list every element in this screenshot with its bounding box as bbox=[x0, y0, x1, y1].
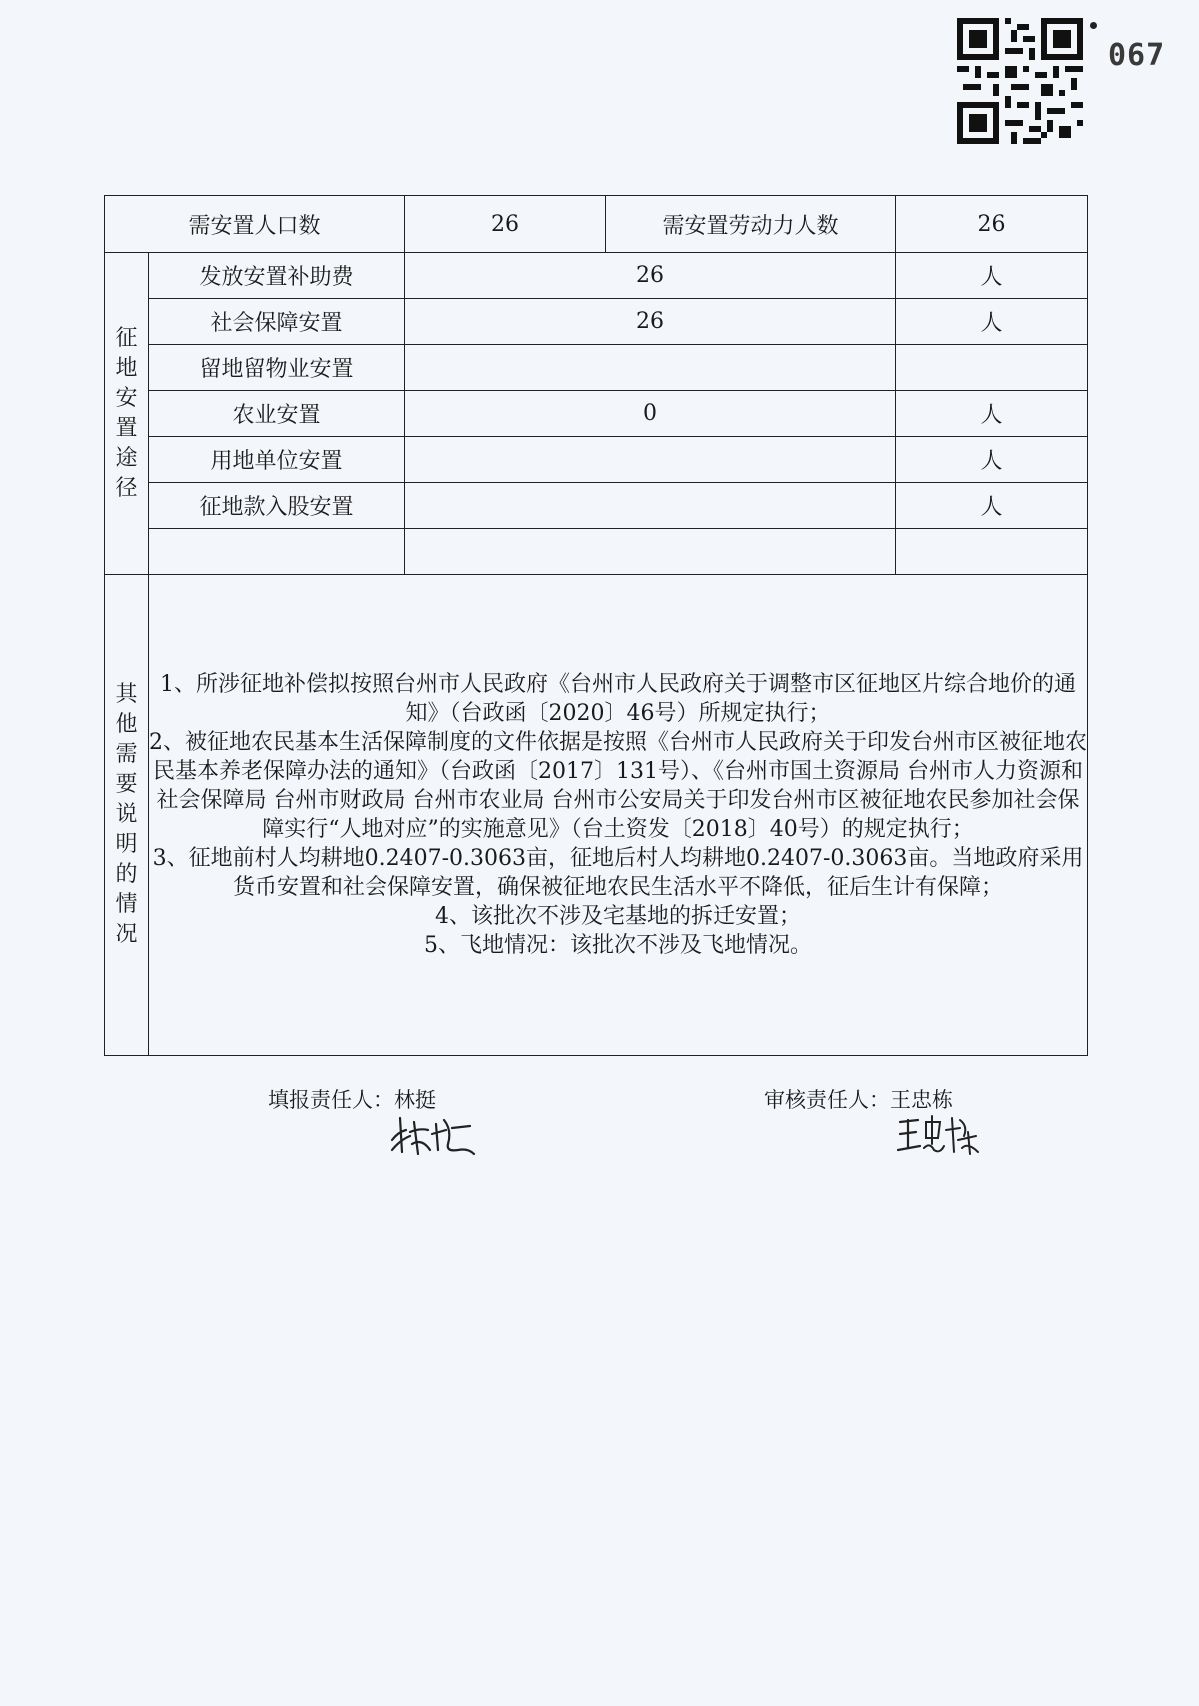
notes-label: 其他需要说明的情况 bbox=[115, 682, 138, 947]
row-label: 发放安置补助费 bbox=[149, 253, 405, 299]
row-unit: 人 bbox=[896, 437, 1088, 483]
note-item: 4、该批次不涉及宅基地的拆迁安置； bbox=[435, 904, 801, 929]
table-row bbox=[105, 437, 1088, 483]
section-label-cell bbox=[105, 253, 149, 575]
row-unit: 人 bbox=[896, 391, 1088, 437]
row-value: 26 bbox=[405, 299, 896, 345]
population-row bbox=[105, 196, 1088, 253]
row-label: 农业安置 bbox=[149, 391, 405, 437]
filler-handwritten-signature bbox=[388, 1110, 478, 1160]
section-label: 征地安置途径 bbox=[115, 325, 138, 501]
row-label: 用地单位安置 bbox=[149, 437, 405, 483]
row-label: 社会保障安置 bbox=[149, 299, 405, 345]
note-item: 2、被征地农民基本生活保障制度的文件依据是按照《台州市人民政府关于印发台州市区被征地农民基本养老保障办法的通知》（台政函〔2017〕131号）、《台州市国土资源局 台州市人力资源和社会保障局 台州市财政局 台州市农业局 台州市公安局关于印发台州市区被征地农民参加社会保障实行“人地对应”的实施意见》（台土资发〔2018〕40号）的规定执行； bbox=[149, 730, 1088, 842]
table-row bbox=[105, 529, 1088, 575]
row-label: 留地留物业安置 bbox=[149, 345, 405, 391]
labor-value: 26 bbox=[896, 196, 1088, 253]
notes-label-cell bbox=[105, 575, 149, 1056]
note-item: 1、所涉征地补偿拟按照台州市人民政府《台州市人民政府关于调整市区征地区片综合地价的通知》（台政函〔2020〕46号）所规定执行； bbox=[160, 672, 1077, 726]
row-label bbox=[149, 529, 405, 575]
table-row bbox=[105, 345, 1088, 391]
notes-row bbox=[105, 575, 1088, 1056]
population-value: 26 bbox=[405, 196, 606, 253]
reviewer-handwritten-signature bbox=[896, 1112, 980, 1158]
row-value bbox=[405, 345, 896, 391]
population-label: 需安置人口数 bbox=[105, 196, 405, 253]
qr-code-icon bbox=[957, 18, 1083, 144]
table-row bbox=[105, 391, 1088, 437]
row-label: 征地款入股安置 bbox=[149, 483, 405, 529]
note-item: 5、飞地情况：该批次不涉及飞地情况。 bbox=[424, 933, 812, 958]
row-value bbox=[405, 437, 896, 483]
note-item: 3、征地前村人均耕地0.2407-0.3063亩，征地后村人均耕地0.2407-0.3063亩。当地政府采用货币安置和社会保障安置，确保被征地农民生活水平不降低，征后生计有保障； bbox=[152, 846, 1084, 900]
table-row bbox=[105, 299, 1088, 345]
resettlement-table bbox=[104, 195, 1088, 1056]
row-unit: 人 bbox=[896, 483, 1088, 529]
row-value: 0 bbox=[405, 391, 896, 437]
row-unit: 人 bbox=[896, 253, 1088, 299]
labor-label: 需安置劳动力人数 bbox=[606, 196, 896, 253]
reviewer-signature-line: 审核责任人：王忠栋 bbox=[764, 1088, 953, 1112]
table-row bbox=[105, 253, 1088, 299]
row-unit bbox=[896, 529, 1088, 575]
row-value bbox=[405, 529, 896, 575]
row-value: 26 bbox=[405, 253, 896, 299]
filler-signature-line: 填报责任人：林挺 bbox=[268, 1088, 436, 1112]
scan-dot bbox=[1090, 22, 1097, 29]
row-value bbox=[405, 483, 896, 529]
table-row bbox=[105, 483, 1088, 529]
notes-cell bbox=[149, 575, 1088, 1056]
page-number: 067 bbox=[1108, 38, 1166, 73]
row-unit bbox=[896, 345, 1088, 391]
row-unit: 人 bbox=[896, 299, 1088, 345]
